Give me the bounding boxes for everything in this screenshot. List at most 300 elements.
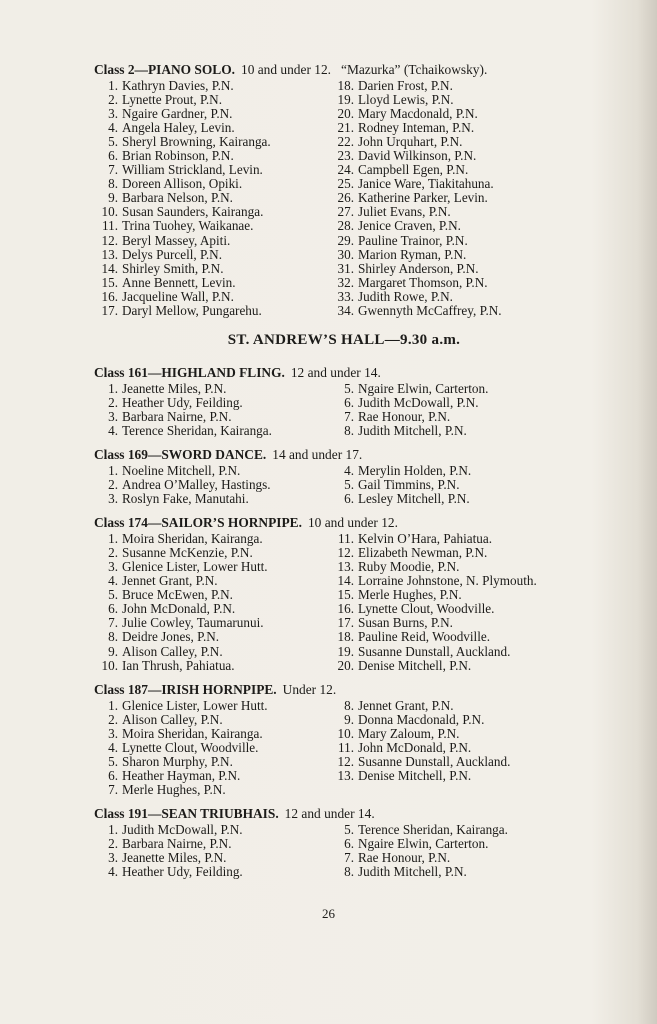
entrant-number: 3. (108, 106, 118, 122)
entrant-entry (328, 107, 502, 121)
entrant-entry (94, 382, 324, 396)
entrant-number: 25. (337, 176, 354, 192)
entrant-number: 26. (337, 190, 354, 206)
entrant-column-left (94, 382, 324, 438)
entrant-name: Susanne Dunstall, Auckland. (358, 753, 511, 769)
entrant-column-right (328, 699, 510, 783)
entrant-number: 8. (344, 697, 354, 713)
entrant-name: Denise Mitchell, P.N. (358, 657, 472, 673)
entrant-columns (94, 532, 614, 672)
entrant-entry (94, 602, 324, 616)
entrant-number: 11. (338, 739, 354, 755)
class-heading (94, 682, 614, 698)
entrant-number: 9. (344, 711, 354, 727)
entrant-entry (94, 464, 324, 478)
entrant-number: 2. (108, 835, 118, 851)
entrant-entry (94, 492, 324, 506)
entrant-name: Jennet Grant, P.N. (122, 573, 218, 589)
entrant-entry (328, 290, 502, 304)
entrant-name: David Wilkinson, P.N. (358, 148, 477, 164)
entrant-entry (328, 865, 508, 879)
entrant-entry (328, 424, 488, 438)
entrant-name: Moira Sheridan, Kairanga. (122, 531, 263, 547)
entrant-name: Rae Honour, P.N. (358, 850, 451, 866)
entrant-name: Campbell Egen, P.N. (358, 162, 469, 178)
entrant-number: 11. (338, 531, 354, 547)
entrant-number: 2. (108, 477, 118, 493)
entrant-column-right (328, 382, 488, 438)
entrant-name: Lloyd Lewis, P.N. (358, 92, 454, 108)
entrant-entry (94, 276, 324, 290)
entrant-name: Barbara Nairne, P.N. (122, 408, 232, 424)
class-title: Class 161—HIGHLAND FLING. (94, 364, 285, 380)
entrant-column-left (94, 79, 324, 318)
entrant-name: Sharon Murphy, P.N. (122, 753, 233, 769)
entrant-name: Bruce McEwen, P.N. (122, 587, 233, 603)
entrant-entry (328, 177, 502, 191)
entrant-name: Janice Ware, Tiakitahuna. (358, 176, 494, 192)
entrant-number: 15. (337, 587, 354, 603)
entrant-number: 7. (108, 781, 118, 797)
entrant-entry (328, 616, 537, 630)
class-title: Class 187—IRISH HORNPIPE. (94, 681, 277, 697)
entrant-column-left (94, 699, 324, 797)
entrant-number: 22. (337, 134, 354, 150)
entrant-number: 9. (108, 190, 118, 206)
entrant-entry (94, 262, 324, 276)
entrant-entry (328, 492, 471, 506)
entrant-entry (328, 410, 488, 424)
entrant-number: 1. (108, 78, 118, 93)
entrant-name: Delys Purcell, P.N. (122, 246, 222, 262)
entrant-entry (94, 851, 324, 865)
class-section (94, 682, 614, 797)
class-section (94, 806, 614, 879)
entrant-number: 5. (108, 587, 118, 603)
entrant-name: Angela Haley, Levin. (122, 120, 235, 136)
entrant-column-right (328, 532, 537, 672)
entrant-number: 18. (337, 78, 354, 93)
entrant-entry (328, 191, 502, 205)
entrant-name: Terence Sheridan, Kairanga. (122, 422, 272, 438)
entrant-name: Susanne Dunstall, Auckland. (358, 643, 511, 659)
entrant-name: Judith Mitchell, P.N. (358, 422, 467, 438)
entrant-name: Susanne McKenzie, P.N. (122, 545, 253, 561)
entrant-entry (94, 630, 324, 644)
entrant-name: Ngaire Gardner, P.N. (122, 106, 233, 122)
venue-sections (94, 365, 614, 879)
entrant-entry (94, 823, 324, 837)
entrant-number: 34. (337, 302, 354, 318)
entrant-entry (94, 149, 324, 163)
entrant-number: 13. (337, 559, 354, 575)
entrant-name: Gail Timmins, P.N. (358, 477, 460, 493)
entrant-entry (328, 823, 508, 837)
entrant-name: Merle Hughes, P.N. (358, 587, 462, 603)
entrant-entry (328, 713, 510, 727)
entrant-name: Juliet Evans, P.N. (358, 204, 451, 220)
entrant-columns (94, 823, 614, 879)
entrant-entry (328, 304, 502, 318)
entrant-number: 5. (344, 380, 354, 396)
entrant-entry (328, 396, 488, 410)
entrant-name: Ruby Moodie, P.N. (358, 559, 460, 575)
entrant-number: 13. (337, 767, 354, 783)
entrant-number: 32. (337, 274, 354, 290)
entrant-number: 4. (344, 462, 354, 478)
entrant-columns (94, 382, 614, 438)
entrant-entry (328, 602, 537, 616)
entrant-number: 27. (337, 204, 354, 220)
entrant-entry (94, 574, 324, 588)
entrant-name: Shirley Anderson, P.N. (358, 260, 479, 276)
entrant-entry (328, 135, 502, 149)
entrant-entry (94, 865, 324, 879)
entrant-entry (94, 219, 324, 233)
entrant-name: Doreen Allison, Opiki. (122, 176, 243, 192)
entrant-number: 6. (108, 767, 118, 783)
entrant-entry (94, 135, 324, 149)
top-sections (94, 62, 614, 318)
entrant-name: Daryl Mellow, Pungarehu. (122, 302, 262, 318)
entrant-name: Jacqueline Wall, P.N. (122, 288, 234, 304)
entrant-entry (328, 478, 471, 492)
page-content (94, 62, 614, 888)
entrant-name: Susan Burns, P.N. (358, 615, 453, 631)
entrant-name: Margaret Thomson, P.N. (358, 274, 488, 290)
entrant-entry (94, 191, 324, 205)
entrant-entry (94, 121, 324, 135)
entrant-entry (328, 276, 502, 290)
entrant-name: Susan Saunders, Kairanga. (122, 204, 264, 220)
entrant-entry (94, 107, 324, 121)
entrant-columns (94, 464, 614, 506)
entrant-column-right (328, 79, 502, 318)
entrant-number: 4. (108, 120, 118, 136)
entrant-columns (94, 699, 614, 797)
entrant-number: 3. (108, 559, 118, 575)
entrant-entry (94, 79, 324, 93)
entrant-number: 8. (108, 629, 118, 645)
entrant-name: Katherine Parker, Levin. (358, 190, 488, 206)
entrant-name: Pauline Trainor, P.N. (358, 232, 468, 248)
entrant-entry (94, 546, 324, 560)
entrant-entry (328, 121, 502, 135)
entrant-number: 6. (344, 491, 354, 507)
entrant-entry (94, 304, 324, 318)
class-age-range: 10 and under 12. (241, 62, 331, 77)
entrant-name: Judith Mitchell, P.N. (358, 864, 467, 880)
class-heading (94, 515, 614, 531)
entrant-name: John Urquhart, P.N. (358, 134, 463, 150)
entrant-number: 3. (108, 491, 118, 507)
class-section (94, 365, 614, 438)
entrant-name: Sheryl Browning, Kairanga. (122, 134, 271, 150)
entrant-name: Judith Rowe, P.N. (358, 288, 453, 304)
entrant-name: Darien Frost, P.N. (358, 78, 453, 93)
entrant-number: 10. (101, 657, 118, 673)
entrant-entry (94, 727, 324, 741)
entrant-entry (328, 741, 510, 755)
entrant-entry (328, 574, 537, 588)
entrant-column-right (328, 464, 471, 506)
class-section (94, 515, 614, 672)
class-age-range: 12 and under 14. (284, 805, 375, 821)
entrant-name: Lorraine Johnstone, N. Plymouth. (358, 573, 537, 589)
entrant-number: 9. (108, 643, 118, 659)
entrant-name: William Strickland, Levin. (122, 162, 263, 178)
entrant-name: Brian Robinson, P.N. (122, 148, 234, 164)
entrant-name: Jennet Grant, P.N. (358, 697, 454, 713)
entrant-number: 10. (101, 204, 118, 220)
entrant-number: 8. (108, 176, 118, 192)
entrant-name: Donna Macdonald, P.N. (358, 711, 485, 727)
entrant-name: Kelvin O’Hara, Pahiatua. (358, 531, 493, 547)
entrant-number: 14. (337, 573, 354, 589)
entrant-entry (328, 851, 508, 865)
entrant-number: 5. (344, 477, 354, 493)
entrant-number: 7. (108, 162, 118, 178)
entrant-number: 4. (108, 422, 118, 438)
entrant-entry (94, 755, 324, 769)
entrant-name: Anne Bennett, Levin. (122, 274, 236, 290)
class-piece: “Mazurka” (Tchaikowsky). (341, 62, 488, 77)
entrant-entry (328, 205, 502, 219)
entrant-name: Heather Udy, Feilding. (122, 394, 243, 410)
entrant-number: 31. (337, 260, 354, 276)
entrant-entry (94, 699, 324, 713)
entrant-number: 4. (108, 739, 118, 755)
entrant-entry (328, 755, 510, 769)
entrant-number: 5. (108, 753, 118, 769)
entrant-entry (328, 262, 502, 276)
entrant-entry (94, 769, 324, 783)
class-section (94, 62, 614, 318)
venue-heading: ST. ANDREW’S HALL—9.30 a.m. (227, 331, 461, 348)
entrant-entry (328, 699, 510, 713)
entrant-entry (94, 396, 324, 410)
entrant-number: 16. (101, 288, 118, 304)
entrant-name: Rae Honour, P.N. (358, 408, 451, 424)
entrant-number: 2. (108, 545, 118, 561)
entrant-number: 7. (344, 850, 354, 866)
entrant-columns (94, 79, 614, 318)
entrant-number: 4. (108, 864, 118, 880)
entrant-entry (328, 464, 471, 478)
entrant-entry (328, 149, 502, 163)
entrant-name: Merle Hughes, P.N. (122, 781, 226, 797)
entrant-entry (94, 783, 324, 797)
entrant-entry (94, 837, 324, 851)
entrant-entry (94, 645, 324, 659)
entrant-entry (328, 727, 510, 741)
class-heading (94, 806, 614, 822)
class-age-range: 12 and under 14. (290, 364, 381, 380)
class-age-range: Under 12. (282, 681, 337, 697)
entrant-name: Elizabeth Newman, P.N. (358, 545, 488, 561)
entrant-number: 3. (108, 408, 118, 424)
entrant-entry (328, 546, 537, 560)
entrant-name: Mary Zaloum, P.N. (358, 725, 460, 741)
entrant-entry (328, 382, 488, 396)
entrant-entry (94, 163, 324, 177)
entrant-number: 4. (108, 573, 118, 589)
class-heading (94, 447, 614, 463)
class-age-range: 10 and under 12. (307, 515, 398, 531)
entrant-number: 1. (108, 821, 118, 837)
entrant-entry (94, 560, 324, 574)
class-age-range: 14 and under 17. (272, 446, 363, 462)
entrant-number: 1. (108, 462, 118, 478)
entrant-name: Marion Ryman, P.N. (358, 246, 467, 262)
entrant-name: Lesley Mitchell, P.N. (358, 491, 470, 507)
entrant-entry (94, 741, 324, 755)
entrant-name: Trina Tuohey, Waikanae. (122, 218, 254, 234)
entrant-number: 11. (102, 218, 118, 234)
entrant-number: 17. (337, 615, 354, 631)
entrant-number: 1. (108, 380, 118, 396)
entrant-name: Jenice Craven, P.N. (358, 218, 461, 234)
entrant-entry (94, 205, 324, 219)
entrant-name: Kathryn Davies, P.N. (122, 78, 234, 93)
entrant-number: 2. (108, 92, 118, 108)
entrant-number: 1. (108, 531, 118, 547)
entrant-number: 2. (108, 394, 118, 410)
entrant-name: Glenice Lister, Lower Hutt. (122, 559, 268, 575)
page-number: 26 (322, 906, 335, 921)
entrant-entry (328, 248, 502, 262)
entrant-name: Jeanette Miles, P.N. (122, 850, 227, 866)
entrant-name: Judith McDowall, P.N. (122, 821, 243, 837)
entrant-entry (328, 560, 537, 574)
entrant-column-right (328, 823, 508, 879)
entrant-entry (328, 837, 508, 851)
entrant-entry (94, 532, 324, 546)
entrant-name: Rodney Inteman, P.N. (358, 120, 475, 136)
entrant-number: 13. (101, 246, 118, 262)
entrant-entry (328, 163, 502, 177)
entrant-name: Lynette Clout, Woodville. (358, 601, 495, 617)
entrant-number: 12. (101, 232, 118, 248)
entrant-entry (328, 79, 502, 93)
entrant-entry (94, 588, 324, 602)
entrant-number: 21. (337, 120, 354, 136)
entrant-name: Heather Hayman, P.N. (122, 767, 241, 783)
entrant-entry (94, 713, 324, 727)
entrant-name: Judith McDowall, P.N. (358, 394, 479, 410)
entrant-number: 6. (108, 601, 118, 617)
class-heading (94, 62, 614, 78)
entrant-entry (94, 290, 324, 304)
entrant-name: Pauline Reid, Woodville. (358, 629, 491, 645)
entrant-entry (94, 93, 324, 107)
entrant-number: 14. (101, 260, 118, 276)
entrant-number: 8. (344, 864, 354, 880)
entrant-name: Alison Calley, P.N. (122, 643, 223, 659)
entrant-name: Merylin Holden, P.N. (358, 462, 472, 478)
class-title: Class 191—SEAN TRIUBHAIS. (94, 805, 279, 821)
entrant-entry (94, 424, 324, 438)
entrant-column-left (94, 532, 324, 672)
entrant-entry (94, 410, 324, 424)
class-title: Class 2—PIANO SOLO. (94, 62, 235, 77)
entrant-name: Julie Cowley, Taumarunui. (122, 615, 264, 631)
entrant-entry (328, 219, 502, 233)
entrant-name: Roslyn Fake, Manutahi. (122, 491, 249, 507)
entrant-entry (94, 248, 324, 262)
entrant-column-left (94, 464, 324, 506)
entrant-number: 24. (337, 162, 354, 178)
entrant-name: Lynette Clout, Woodville. (122, 739, 259, 755)
entrant-number: 33. (337, 288, 354, 304)
entrant-number: 6. (344, 835, 354, 851)
entrant-number: 3. (108, 725, 118, 741)
entrant-name: Moira Sheridan, Kairanga. (122, 725, 263, 741)
entrant-name: Ian Thrush, Pahiatua. (122, 657, 235, 673)
entrant-name: Ngaire Elwin, Carterton. (358, 835, 489, 851)
entrant-name: Barbara Nairne, P.N. (122, 835, 232, 851)
entrant-name: Gwennyth McCaffrey, P.N. (358, 302, 502, 318)
entrant-number: 7. (108, 615, 118, 631)
entrant-number: 10. (337, 725, 354, 741)
entrant-name: Jeanette Miles, P.N. (122, 380, 227, 396)
entrant-name: Deidre Jones, P.N. (122, 629, 220, 645)
entrant-number: 7. (344, 408, 354, 424)
entrant-number: 19. (337, 92, 354, 108)
entrant-number: 2. (108, 711, 118, 727)
entrant-number: 6. (344, 394, 354, 410)
entrant-number: 12. (337, 753, 354, 769)
entrant-entry (94, 234, 324, 248)
entrant-number: 3. (108, 850, 118, 866)
class-title: Class 174—SAILOR’S HORNPIPE. (94, 515, 302, 531)
entrant-number: 6. (108, 148, 118, 164)
entrant-name: John McDonald, P.N. (122, 601, 236, 617)
entrant-name: Beryl Massey, Apiti. (122, 232, 231, 248)
entrant-entry (328, 93, 502, 107)
entrant-entry (328, 588, 537, 602)
entrant-name: Andrea O’Malley, Hastings. (122, 477, 271, 493)
entrant-name: Noeline Mitchell, P.N. (122, 462, 241, 478)
entrant-name: Barbara Nelson, P.N. (122, 190, 233, 206)
class-section (94, 447, 614, 506)
entrant-name: Terence Sheridan, Kairanga. (358, 821, 508, 837)
entrant-entry (94, 616, 324, 630)
entrant-number: 1. (108, 697, 118, 713)
entrant-name: John McDonald, P.N. (358, 739, 472, 755)
entrant-number: 12. (337, 545, 354, 561)
entrant-name: Shirley Smith, P.N. (122, 260, 224, 276)
entrant-number: 17. (101, 302, 118, 318)
entrant-number: 5. (108, 134, 118, 150)
entrant-number: 18. (337, 629, 354, 645)
entrant-number: 20. (337, 106, 354, 122)
entrant-name: Heather Udy, Feilding. (122, 864, 243, 880)
entrant-entry (94, 177, 324, 191)
entrant-entry (328, 234, 502, 248)
entrant-entry (328, 630, 537, 644)
entrant-entry (328, 659, 537, 673)
entrant-entry (328, 532, 537, 546)
entrant-number: 30. (337, 246, 354, 262)
entrant-number: 19. (337, 643, 354, 659)
entrant-entry (328, 645, 537, 659)
entrant-name: Denise Mitchell, P.N. (358, 767, 472, 783)
entrant-number: 8. (344, 422, 354, 438)
entrant-entry (94, 478, 324, 492)
entrant-number: 23. (337, 148, 354, 164)
entrant-number: 5. (344, 821, 354, 837)
